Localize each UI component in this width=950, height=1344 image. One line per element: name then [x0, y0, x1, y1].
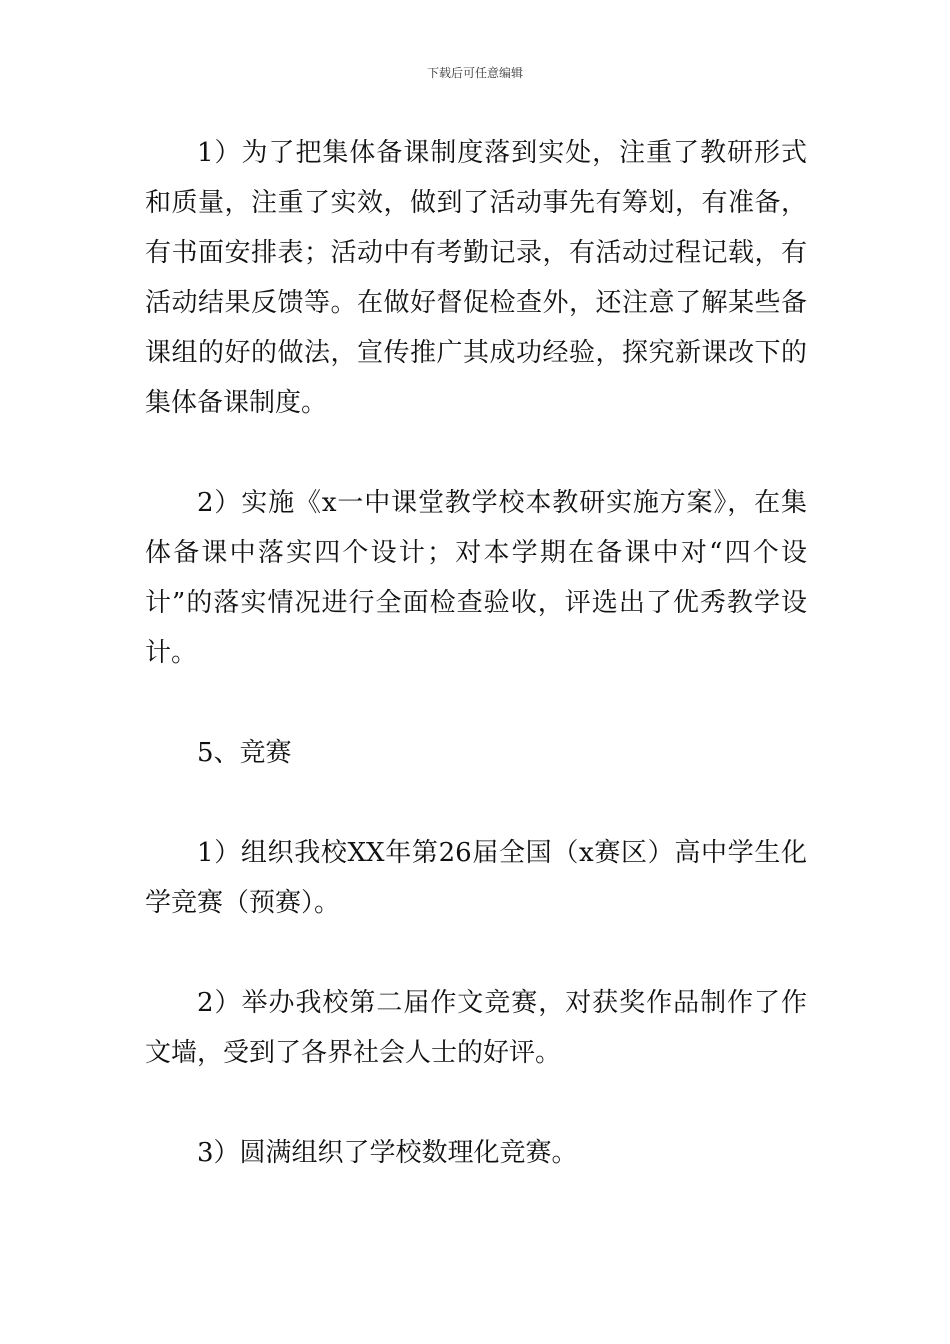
page-header: 下载后可任意编辑 [426, 66, 523, 80]
paragraph-essay-competition: 2）举办我校第二届作文竞赛，对获奖作品制作了作文墙，受到了各界社会人士的好评。 [145, 988, 807, 1068]
paragraph-teaching-plan: 2）实施《x一中课堂教学校本教研实施方案》，在集体备课中落实四个设计；对本学期在备课中对“四个设计”的落实情况进行全面检查验收，评选出了优秀教学设计。 [145, 488, 807, 668]
paragraph-chemistry-competition: 1）组织我校XX年第26届全国（x赛区）高中学生化学竞赛（预赛）。 [145, 838, 807, 918]
paragraph-collective-lesson-prep: 1）为了把集体备课制度落到实处，注重了教研形式和质量，注重了实效，做到了活动事先有筹划，有准备，有书面安排表；活动中有考勤记录，有活动过程记载，有活动结果反馈等。在做好督促检查外，还注意了解某些备课组的好的做法，宣传推广其成功经验，探究新课改下的集体备课制度。 [145, 138, 807, 418]
section-heading-competition: 5、竞赛 [197, 738, 292, 768]
paragraph-science-competition: 3）圆满组织了学校数理化竞赛。 [197, 1138, 578, 1168]
document-body [145, 128, 807, 1178]
